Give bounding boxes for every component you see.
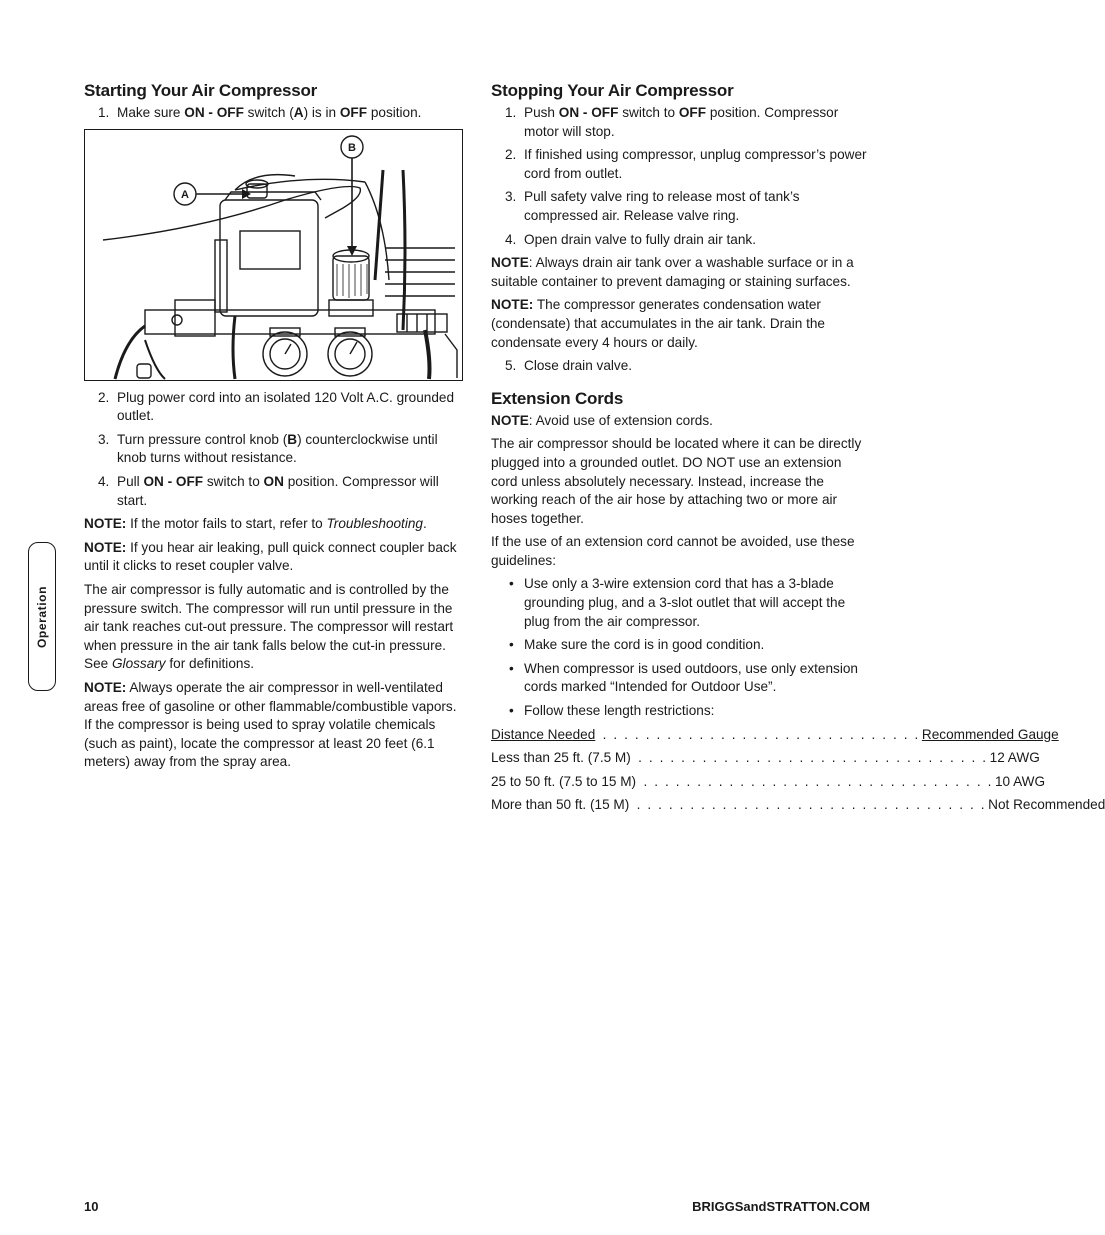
compressor-figure: [84, 129, 463, 381]
stop-step-1: 1. Push ON - OFF switch to OFF position. Compressor motor will stop.: [505, 105, 839, 139]
stopping-steps-b: [491, 357, 871, 376]
heading-stopping: Stopping Your Air Compressor: [491, 81, 734, 100]
starting-steps-a: [84, 104, 464, 123]
length-table: [491, 726, 1105, 815]
list-item: • Make sure the cord is in good condition.: [509, 637, 765, 653]
table-header-row: Distance Needed . . . . . . . . . . . . . . . . . . . . . . . . . . . . . . Recommended Gauge: [491, 726, 861, 745]
compressor-illustration: [85, 130, 461, 379]
heading-extension-cords: Extension Cords: [491, 388, 624, 408]
note-condensation: NOTE: The compressor generates condensation water (condensate) that accumulates in the air tank. Drain the condensate every 4 hours or daily.: [491, 297, 825, 350]
heading-starting: Starting Your Air Compressor: [84, 81, 318, 100]
dot-leader: . . . . . . . . . . . . . . . . . . . . . . . . . . . . . .: [597, 726, 920, 742]
note-motor-fails: NOTE: If the motor fails to start, refer to Troubleshooting.: [84, 516, 427, 532]
section-tab-label: Operation: [35, 585, 49, 648]
note-drain-surface: NOTE: Always drain air tank over a washable surface or in a suitable container to prevent damaging or staining surfaces.: [491, 255, 854, 289]
stop-step-5: 5. Close drain valve.: [505, 358, 633, 374]
list-item: • Follow these length restrictions:: [509, 703, 715, 719]
start-step-2: 2. Plug power cord into an isolated 120 Volt A.C. grounded outlet.: [98, 389, 455, 424]
left-column: [84, 80, 464, 777]
starting-steps-b: [84, 389, 464, 511]
page-number: 10: [84, 1199, 99, 1214]
stop-step-3: 3. Pull safety valve ring to release most of tank’s compressed air. Release valve ring.: [505, 189, 800, 223]
note-air-leaking: NOTE: If you hear air leaking, pull quick connect coupler back until it clicks to reset coupler valve.: [84, 539, 457, 574]
right-column: [491, 80, 1105, 820]
stop-step-4: 4. Open drain valve to fully drain air tank.: [505, 231, 756, 247]
para-grounded-outlet: The air compressor should be located where it can be directly plugged into a grounded outlet. DO NOT use an extension cord unless absolutely necessary. Instead, increase the working reach of the air hose by attaching two or more air hoses together.: [491, 436, 862, 526]
guideline-list: [491, 575, 871, 720]
list-item: • When compressor is used outdoors, use only extension cords marked “Intended for Outdoor Use”.: [509, 660, 858, 695]
stopping-steps: [491, 104, 871, 249]
start-step-1: 1. Make sure ON - OFF switch (A) is in OFF position.: [98, 105, 422, 120]
label-b: B: [348, 141, 356, 154]
note-avoid-extension: NOTE: Avoid use of extension cords.: [491, 412, 713, 428]
table-row: More than 50 ft. (15 M) . . . . . . . . . . . . . . . . . . . . . . . . . . . . . . . . . Not Recommended: [491, 796, 861, 815]
label-a: A: [181, 188, 189, 201]
start-step-3: 3. Turn pressure control knob (B) counterclockwise until knob turns without resistance.: [98, 431, 438, 466]
list-item: • Use only a 3-wire extension cord that has a 3-blade grounding plug, and a 3-slot outlet that will accept the plug from the air compressor.: [509, 576, 846, 629]
dot-leader: . . . . . . . . . . . . . . . . . . . . . . . . . . . . . . . . .: [632, 750, 988, 766]
dot-leader: . . . . . . . . . . . . . . . . . . . . . . . . . . . . . . . . .: [638, 773, 993, 789]
section-tab: [28, 542, 56, 691]
note-ventilation: NOTE: Always operate the air compressor in well-ventilated areas free of gasoline or other flammable/combustible vapors. If the compressor is being used to spray volatile chemicals (such as paint), locate the compressor at least 20 feet (6.1 meters) away from the spray area.: [84, 679, 457, 770]
stop-step-2: 2. If finished using compressor, unplug compressor’s power cord from outlet.: [505, 147, 867, 181]
footer-website: BRIGGSandSTRATTON.COM: [692, 1199, 870, 1214]
dot-leader: . . . . . . . . . . . . . . . . . . . . . . . . . . . . . . . . .: [631, 797, 987, 813]
table-row: 25 to 50 ft. (7.5 to 15 M) . . . . . . . . . . . . . . . . . . . . . . . . . . . . . . . . . 10 AWG: [491, 773, 861, 792]
start-step-4: 4. Pull ON - OFF switch to ON position. Compressor will start.: [98, 473, 439, 508]
para-automatic: The air compressor is fully automatic and is controlled by the pressure switch. The compressor will run until pressure in the air tank reaches cut-out pressure. The compressor will restart when pressure in the air tank falls below the cut-in pressure. See Glossary for definitions.: [84, 581, 454, 672]
para-guidelines: If the use of an extension cord cannot be avoided, use these guidelines:: [491, 534, 855, 568]
table-row: Less than 25 ft. (7.5 M) . . . . . . . . . . . . . . . . . . . . . . . . . . . . . . . . . 12 AWG: [491, 749, 861, 768]
